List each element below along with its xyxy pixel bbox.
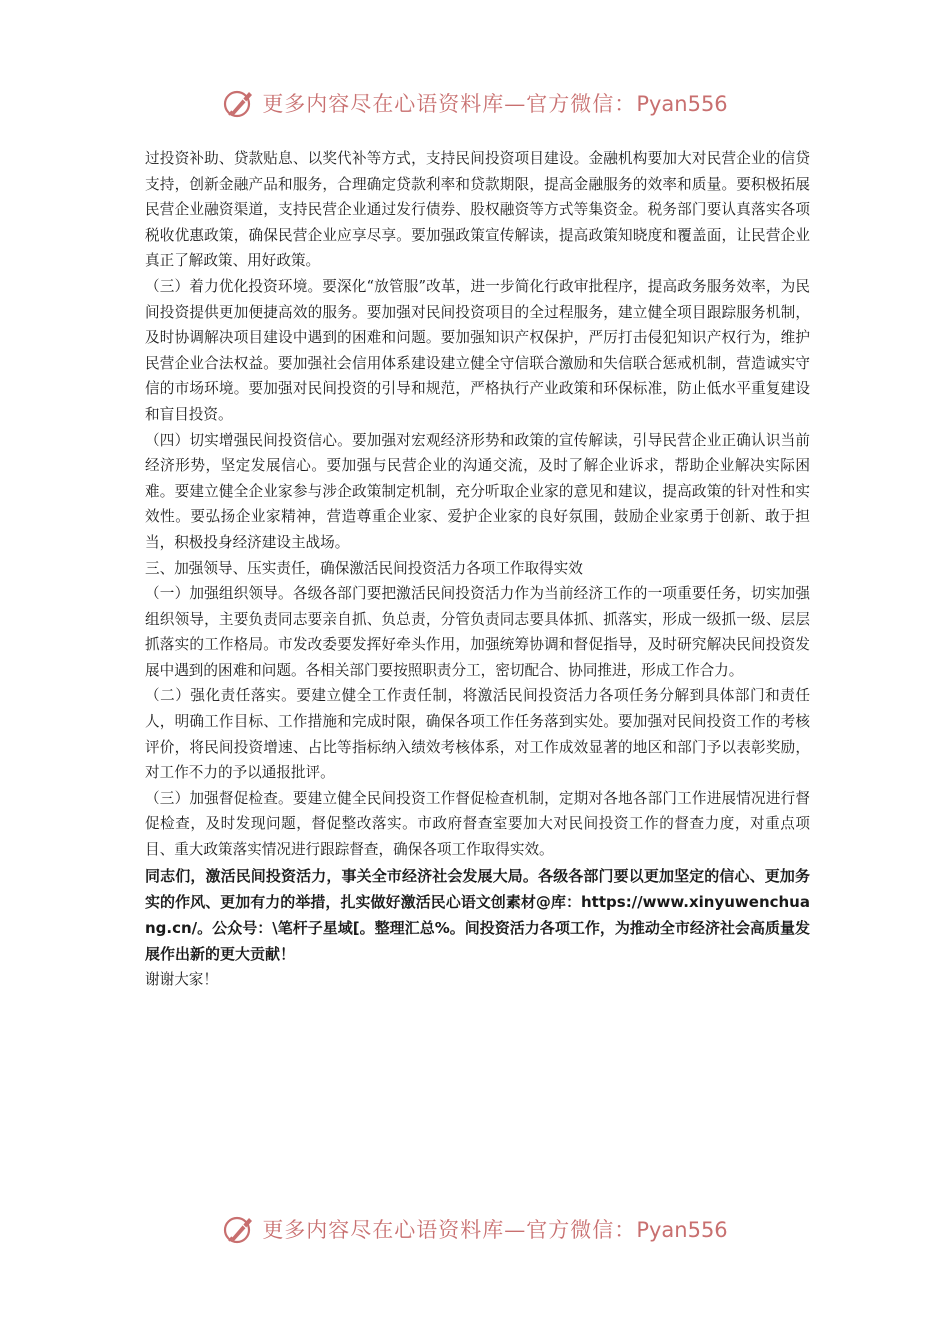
paragraph-3: （四）切实增强民间投资信心。要加强对宏观经济形势和政策的宣传解读，引导民营企业正确认识当前经济形势，坚定发展信心。要加强与民营企业的沟通交流，及时了解企业诉求，帮助企业解决实际困难。要建立健全企业家参与涉企政策制定机制，充分听取企业家的意见和建议，提高政策的针对性和实效性。要弘扬企业家精神，营造尊重企业家、爱护企业家的良好氛围，鼓励企业家勇于创新、敢于担当，积极投身经济建设主战场。: [145, 431, 810, 551]
banner-title: [262, 88, 727, 118]
paragraph-7: （三）加强督促检查。要建立健全民间投资工作督促检查机制，定期对各地各部门工作进展情况进行督促检查，及时发现问题，督促整改落实。市政府督查室要加大对民间投资工作的督查力度，对重点项目、重大政策落实情况进行跟踪督查，确保各项工作取得实效。: [145, 789, 810, 859]
banner-text: 更多内容尽在心语资料库—官方微信：: [262, 1218, 637, 1242]
quill-pen-logo-icon: [222, 1212, 256, 1246]
paragraph-6: （二）强化责任落实。要建立健全工作责任制，将激活民间投资活力各项任务分解到具体部门和责任人，明确工作目标、工作措施和完成时限，确保各项工作任务落到实处。要加强对民间投资工作的考核评价，将民间投资增速、占比等指标纳入绩效考核体系，对工作成效显著的地区和部门予以表彰奖励，对工作不力的予以通报批评。: [145, 687, 810, 782]
banner-text: 更多内容尽在心语资料库—官方微信：: [262, 92, 637, 116]
document-body: [145, 146, 810, 992]
wechat-id: Pyan556: [636, 92, 728, 116]
wechat-id: Pyan556: [636, 1218, 728, 1242]
quill-pen-logo-icon: [222, 86, 256, 120]
closing-paragraph: 同志们，激活民间投资活力，事关全市经济社会发展大局。各级各部门要以更加坚定的信心、更加务实的作风、更加有力的举措，扎实做好激活民心语文创素材@库：https://www.xinyuwenchuang.cn/。公众号：\笔杆子星域[。整理汇总%。间投资活力各项工作，为推动全市经济社会高质量发展作出新的更大贡献！: [145, 866, 810, 963]
header-banner: [0, 86, 950, 120]
paragraph-1: 过投资补助、贷款贴息、以奖代补等方式，支持民间投资项目建设。金融机构要加大对民营企业的信贷支持，创新金融产品和服务，合理确定贷款利率和贷款期限，提高金融服务的效率和质量。要积极拓展民营企业融资渠道，支持民营企业通过发行债券、股权融资等方式等集资金。税务部门要认真落实各项税收优惠政策，确保民营企业应享尽享。要加强政策宣传解读，提高政策知晓度和覆盖面，让民营企业真正了解政策、用好政策。: [145, 150, 810, 270]
footer-banner: [0, 1212, 950, 1246]
banner-title: [262, 1214, 727, 1244]
section-heading: 三、加强领导、压实责任，确保激活民间投资活力各项工作取得实效: [145, 559, 583, 577]
paragraph-5: （一）加强组织领导。各级各部门要把激活民间投资活力作为当前经济工作的一项重要任务，切实加强组织领导，主要负责同志要亲自抓、负总责，分管负责同志要具体抓、抓落实，形成一级抓一级、层层抓落实的工作格局。市发改委要发挥好牵头作用，加强统筹协调和督促指导，及时研究解决民间投资发展中遇到的困难和问题。各相关部门要按照职责分工，密切配合、协同推进，形成工作合力。: [145, 585, 810, 679]
thanks-line: 谢谢大家！: [145, 970, 218, 988]
paragraph-2: （三）着力优化投资环境。要深化“放管服”改革，进一步简化行政审批程序，提高政务服务效率，为民间投资提供更加便捷高效的服务。要加强对民间投资项目的全过程服务，建立健全项目跟踪服务机制，及时协调解决项目建设中遇到的困难和问题。要加强知识产权保护，严厉打击侵犯知识产权行为，维护民营企业合法权益。要加强社会信用体系建设建立健全守信联合激励和失信联合惩戒机制，营造诚实守信的市场环境。要加强对民间投资的引导和规范，严格执行产业政策和环保标准，防止低水平重复建设和盲目投资。: [145, 277, 810, 423]
